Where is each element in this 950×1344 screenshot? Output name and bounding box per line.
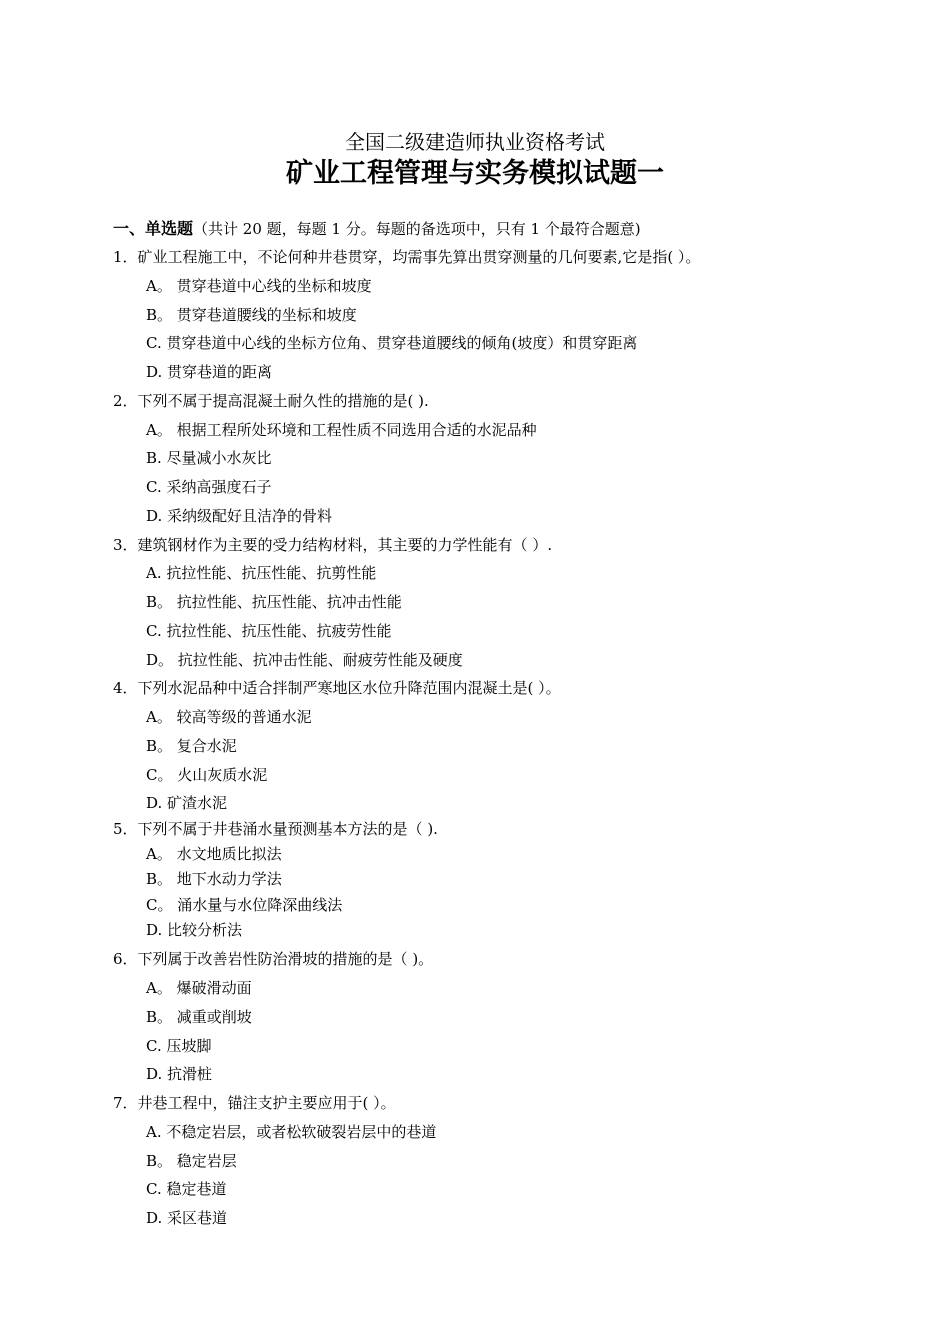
question-6-option-d: D. 抗滑桩: [146, 1065, 213, 1083]
question-6-option-c: C. 压坡脚: [146, 1037, 212, 1055]
question-1-option-b: B。 贯穿巷道腰线的坐标和坡度: [146, 306, 357, 324]
question-5-option-c: C。 涌水量与水位降深曲线法: [146, 896, 343, 914]
question-7-option-a: A. 不稳定岩层，或者松软破裂岩层中的巷道: [146, 1123, 437, 1141]
question-5-stem: 5．下列不属于井巷涌水量预测基本方法的是（ ).: [113, 820, 438, 838]
question-7-option-c: C. 稳定巷道: [146, 1180, 227, 1198]
document-title: 矿业工程管理与实务模拟试题一: [286, 158, 664, 189]
question-5-option-b: B。 地下水动力学法: [146, 870, 282, 888]
question-2-option-a: A。 根据工程所处环境和工程性质不同选用合适的水泥品种: [146, 421, 537, 439]
question-7-option-d: D. 采区巷道: [146, 1209, 228, 1227]
question-3-option-c: C. 抗拉性能、抗压性能、抗疲劳性能: [146, 622, 392, 640]
question-7-option-b: B。 稳定岩层: [146, 1152, 237, 1170]
question-5-option-a: A。 水文地质比拟法: [146, 845, 282, 863]
question-5-option-d: D. 比较分析法: [146, 921, 243, 939]
question-6-stem: 6．下列属于改善岩性防治滑坡的措施的是（ )。: [113, 950, 434, 968]
question-6-option-b: B。 减重或削坡: [146, 1008, 252, 1026]
question-2-stem: 2．下列不属于提高混凝土耐久性的措施的是( ).: [113, 392, 429, 410]
question-1-stem: 1．矿业工程施工中，不论何种井巷贯穿，均需事先算出贯穿测量的几何要素,它是指( ）。: [113, 248, 701, 266]
question-3-stem: 3．建筑钢材作为主要的受力结构材料，其主要的力学性能有（ ）.: [113, 536, 553, 554]
question-3-option-b: B。 抗拉性能、抗压性能、抗冲击性能: [146, 593, 402, 611]
question-4-option-a: A。 较高等级的普通水泥: [146, 708, 312, 726]
question-7-stem: 7．井巷工程中，锚注支护主要应用于( ）。: [113, 1094, 396, 1112]
section-heading: [113, 218, 641, 240]
question-1-option-d: D. 贯穿巷道的距离: [146, 363, 273, 381]
question-4-stem: 4．下列水泥品种中适合拌制严寒地区水位升降范围内混凝土是( ）。: [113, 679, 561, 697]
document-subtitle: 全国二级建造师执业资格考试: [345, 130, 605, 154]
question-1-option-a: A。 贯穿巷道中心线的坐标和坡度: [146, 277, 372, 295]
question-2-option-b: B. 尽量减小水灰比: [146, 449, 272, 467]
question-3-option-d: D。 抗拉性能、抗冲击性能、耐疲劳性能及硬度: [146, 651, 463, 669]
question-4-option-c: C。 火山灰质水泥: [146, 766, 268, 784]
question-4-option-b: B。 复合水泥: [146, 737, 237, 755]
question-2-option-d: D. 采纳级配好且洁净的骨料: [146, 507, 333, 525]
section-note: （共计 20 题，每题 1 分。每题的备选项中，只有 1 个最符合题意): [193, 220, 641, 238]
question-1-option-c: C. 贯穿巷道中心线的坐标方位角、贯穿巷道腰线的倾角(坡度）和贯穿距离: [146, 334, 638, 352]
question-4-option-d: D. 矿渣水泥: [146, 794, 228, 812]
section-label: 一、单选题: [113, 219, 194, 238]
question-3-option-a: A. 抗拉性能、抗压性能、抗剪性能: [146, 564, 377, 582]
question-2-option-c: C. 采纳高强度石子: [146, 478, 272, 496]
question-6-option-a: A。 爆破滑动面: [146, 979, 252, 997]
